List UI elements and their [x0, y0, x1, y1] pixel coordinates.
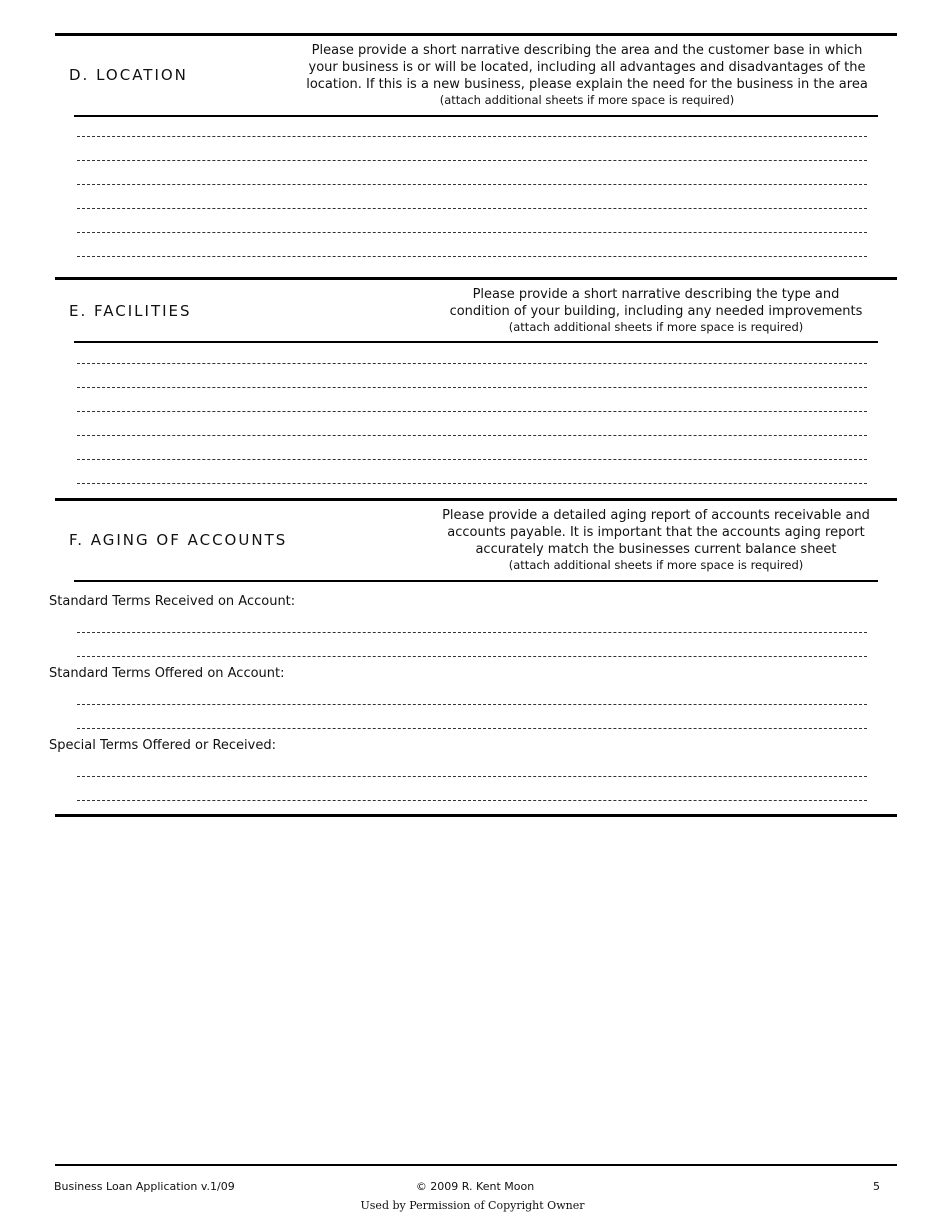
- location-instruction-line: Please provide a short narrative describing the area and the customer base in which: [311, 43, 863, 58]
- facilities-answer-line[interactable]: [77, 387, 867, 388]
- aging-instruction-line: Please provide a detailed aging report of accounts receivable and: [442, 508, 870, 523]
- location-answer-line[interactable]: [77, 136, 867, 137]
- terms-offered-line[interactable]: [77, 728, 867, 729]
- terms-received-line[interactable]: [77, 656, 867, 657]
- terms-offered-line[interactable]: [77, 704, 867, 705]
- facilities-instruction-line: condition of your building, including any needed improvements: [449, 304, 863, 319]
- location-section-title: D. LOCATION: [69, 66, 188, 84]
- section-top-rule: [55, 33, 897, 36]
- facilities-answer-line[interactable]: [77, 459, 867, 460]
- location-answer-line[interactable]: [77, 184, 867, 185]
- terms-received-line[interactable]: [77, 632, 867, 633]
- footer-document-title: Business Loan Application v.1/09: [54, 1180, 235, 1193]
- facilities-answer-line[interactable]: [77, 483, 867, 484]
- terms-offered-label: Standard Terms Offered on Account:: [49, 666, 285, 681]
- location-instruction-line: your business is or will be located, including all advantages and disadvantages of the: [308, 60, 866, 75]
- aging-header-rule: [74, 580, 878, 582]
- location-answer-line[interactable]: [77, 256, 867, 257]
- section-divider-rule: [55, 498, 897, 501]
- facilities-answer-line[interactable]: [77, 411, 867, 412]
- aging-instruction-line: accurately match the businesses current balance sheet: [475, 542, 837, 557]
- facilities-answer-line[interactable]: [77, 363, 867, 364]
- location-answer-line[interactable]: [77, 208, 867, 209]
- facilities-instructions: [440, 286, 872, 335]
- footer-page-number: 5: [873, 1180, 880, 1193]
- special-terms-label: Special Terms Offered or Received:: [49, 738, 276, 753]
- aging-attach-note: (attach additional sheets if more space is required): [508, 558, 804, 572]
- footer-permission-note: Used by Permission of Copyright Owner: [360, 1199, 585, 1212]
- footer-copyright: © 2009 R. Kent Moon: [415, 1180, 535, 1193]
- special-terms-line[interactable]: [77, 776, 867, 777]
- facilities-answer-line[interactable]: [77, 435, 867, 436]
- section-divider-rule: [55, 277, 897, 280]
- facilities-section-title: E. FACILITIES: [69, 302, 192, 320]
- aging-instructions: [436, 507, 876, 573]
- location-answer-line[interactable]: [77, 160, 867, 161]
- aging-instruction-line: accounts payable. It is important that the accounts aging report: [447, 525, 865, 540]
- location-instruction-line: location. If this is a new business, please explain the need for the business in the area: [306, 77, 868, 92]
- facilities-attach-note: (attach additional sheets if more space is required): [508, 320, 804, 334]
- facilities-instruction-line: Please provide a short narrative describing the type and: [472, 287, 840, 302]
- terms-received-label: Standard Terms Received on Account:: [49, 594, 296, 609]
- location-instructions: [300, 42, 874, 108]
- location-header-rule: [74, 115, 878, 117]
- section-bottom-rule: [55, 814, 897, 817]
- location-answer-line[interactable]: [77, 232, 867, 233]
- location-attach-note: (attach additional sheets if more space is required): [439, 93, 735, 107]
- aging-section-title: F. AGING OF ACCOUNTS: [69, 531, 288, 549]
- footer-rule: [55, 1164, 897, 1166]
- facilities-header-rule: [74, 341, 878, 343]
- special-terms-line[interactable]: [77, 800, 867, 801]
